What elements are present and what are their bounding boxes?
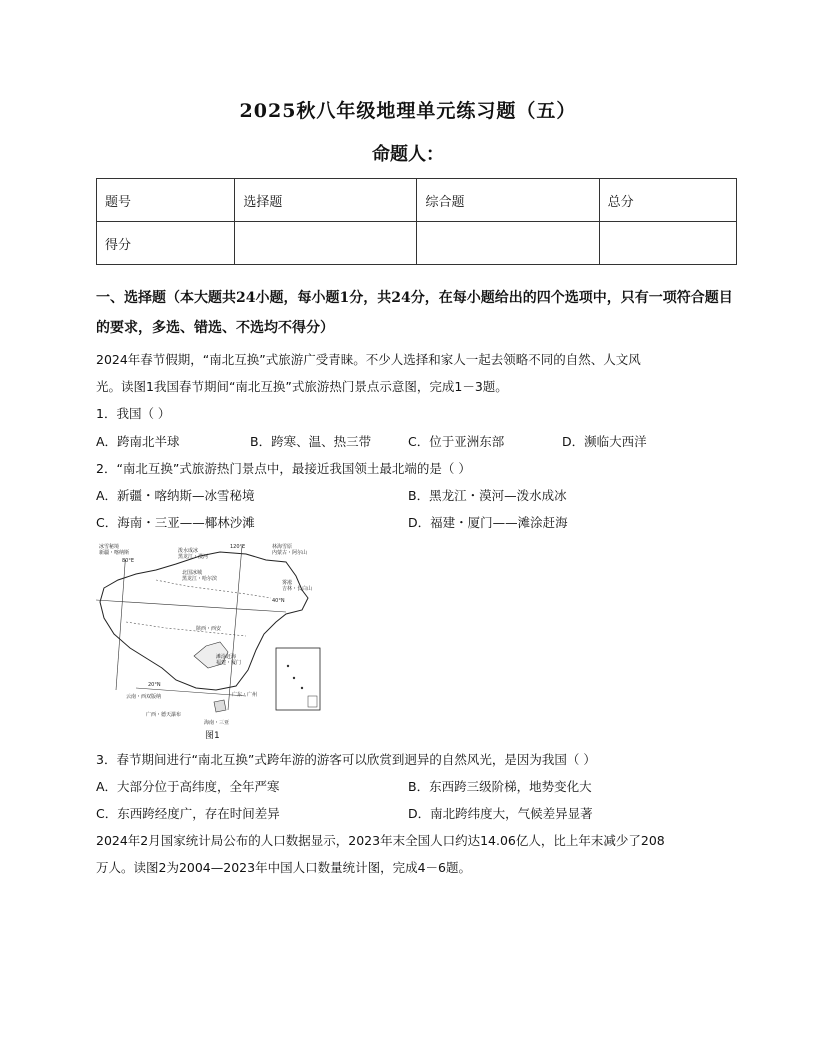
option-d[interactable]: D．南北跨纬度大，气候差异显著	[408, 806, 593, 821]
map-label: 新疆・喀纳斯	[99, 550, 130, 556]
passage-line: 2024年2月国家统计局公布的人口数据显示，2023年末全国人口约达14.06亿人，比上年末减少了208	[96, 833, 665, 848]
map-label: 泼水成冰	[178, 548, 199, 554]
table-row	[97, 222, 737, 265]
option-c[interactable]: C．海南・三亚——椰林沙滩	[96, 515, 255, 530]
option-d[interactable]: D．福建・厦门——滩涂赶海	[408, 515, 568, 530]
map-label: 雾凇	[282, 580, 293, 586]
table-cell: 综合题	[417, 179, 599, 222]
map-label: 广西・德天瀑布	[146, 712, 182, 718]
passage-line: 光。读图1我国春节期间“南北互换”式旅游热门景点示意图，完成1－3题。	[96, 379, 508, 394]
score-input-cell[interactable]	[235, 222, 417, 265]
map-label: 20°N	[148, 682, 161, 688]
table-cell: 题号	[97, 179, 235, 222]
author-label: 命题人：	[372, 144, 444, 165]
option-b[interactable]: B．东西跨三级阶梯，地势变化大	[408, 779, 592, 794]
option-c[interactable]: C．东西跨经度广，存在时间差异	[96, 806, 280, 821]
question-stem: 2．“南北互换”式旅游热门景点中，最接近我国领土最北端的是（ ）	[96, 461, 471, 476]
map-label: 云南・西双版纳	[126, 694, 162, 700]
table-cell: 总分	[599, 179, 736, 222]
passage-line: 万人。读图2为2004—2023年中国人口数量统计图，完成4－6题。	[96, 860, 471, 875]
score-input-cell[interactable]	[417, 222, 599, 265]
option-a[interactable]: A．大部分位于高纬度，全年严寒	[96, 779, 280, 794]
map-label: 40°N	[272, 598, 285, 604]
score-table	[96, 178, 737, 265]
table-row	[97, 179, 737, 222]
question-stem: 1．我国（ ）	[96, 406, 171, 421]
option-d[interactable]: D．濒临大西洋	[562, 434, 647, 449]
passage-line: 2024年春节假期，“南北互换”式旅游广受青睐。不少人选择和家人一起去领略不同的自然、人文风	[96, 352, 641, 367]
map-label: 福建・厦门	[216, 660, 242, 666]
map-label: 黑龙江・漠河	[178, 554, 209, 560]
score-input-cell[interactable]	[599, 222, 736, 265]
section-heading: 一、选择题（本大题共24小题，每小题1分，共24分，在每小题给出的四个选项中，只有一项符合题目的要求，多选、错选、不选均不得分）	[96, 290, 733, 336]
option-b[interactable]: B．跨寒、温、热三带	[250, 434, 372, 449]
map-label: 北国冰城	[182, 570, 203, 576]
map-label: 海南・三亚	[204, 720, 230, 726]
table-cell: 选择题	[235, 179, 417, 222]
map-label: 林海雪原	[272, 544, 293, 550]
figure-caption: 图1	[205, 731, 220, 741]
map-label: 黑龙江・哈尔滨	[182, 576, 218, 582]
map-label: 120°E	[230, 544, 246, 550]
option-c[interactable]: C．位于亚洲东部	[408, 434, 505, 449]
table-cell: 得分	[97, 222, 235, 265]
question-stem: 3．春节期间进行“南北互换”式跨年游的游客可以欣赏到迥异的自然风光，是因为我国（ ）	[96, 752, 596, 767]
china-map-figure	[96, 540, 324, 736]
map-label: 广东・广州	[232, 692, 258, 698]
map-label: 陕西・西安	[196, 626, 222, 632]
map-label: 80°E	[122, 558, 135, 564]
option-a[interactable]: A．跨南北半球	[96, 434, 180, 449]
map-label: 滩涂赶海	[216, 654, 237, 660]
exam-title: 2025秋八年级地理单元练习题（五）	[239, 100, 577, 122]
map-label: 内蒙古・阿尔山	[272, 550, 308, 556]
option-b[interactable]: B．黑龙江・漠河—泼水成冰	[408, 488, 567, 503]
map-label: 冰雪秘境	[99, 544, 120, 550]
option-a[interactable]: A．新疆・喀纳斯—冰雪秘境	[96, 488, 255, 503]
map-label: 吉林・长白山	[282, 586, 313, 592]
